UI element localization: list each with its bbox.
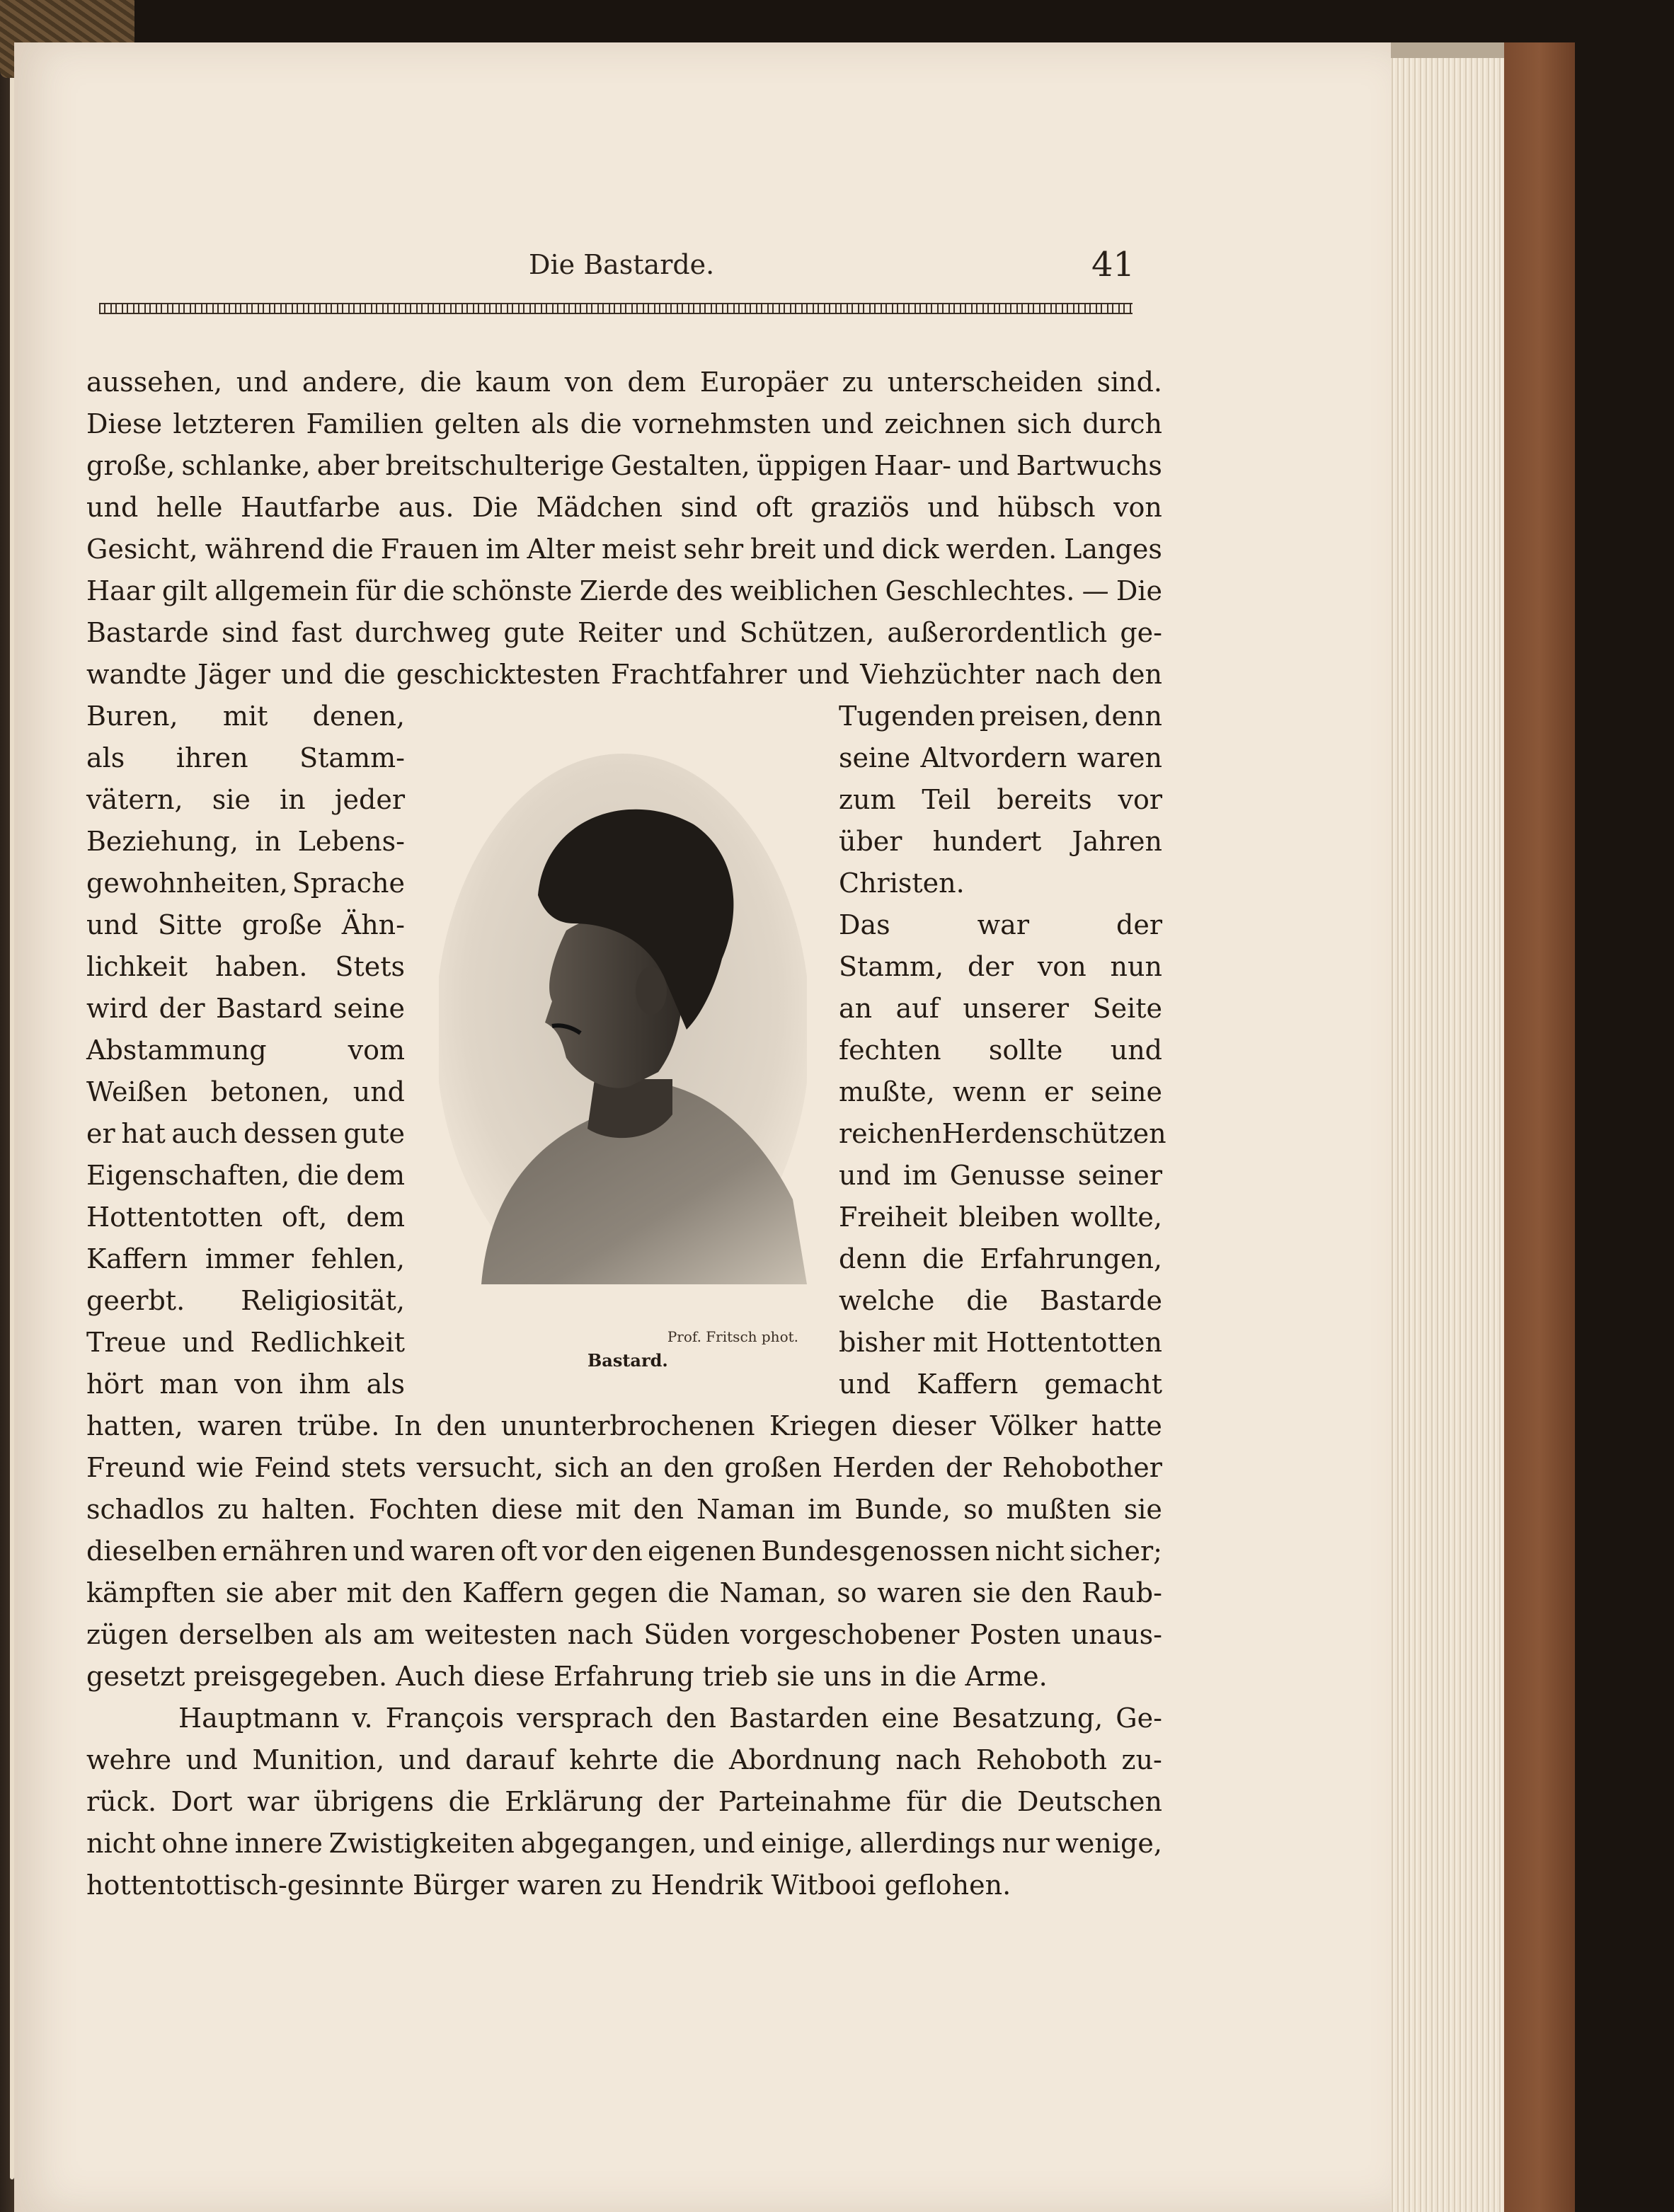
text-line: hatten, waren trübe. In den ununterbrochenen Kriegen dieser Völker hatte <box>86 1410 1162 1441</box>
page-number: 41 <box>1091 245 1135 284</box>
text-line: Gesicht, während die Frauen im Alter meist sehr breit und dick werden. Langes <box>86 534 1162 565</box>
text-line: Freund wie Feind stets versucht, sich an den großen Herden der Rehobother <box>86 1452 1162 1483</box>
text-line: welche die Bastarde <box>839 1285 1162 1316</box>
text-line: dieselben ernähren und waren oft vor den eigenen Bundesgenossen nicht sicher; <box>86 1536 1162 1567</box>
text-line: zügen derselben als am weitesten nach Süden vorgeschobener Posten unaus- <box>86 1619 1162 1650</box>
text-line: Stamm, der von nun <box>839 951 1162 982</box>
text-line: lichkeit haben. Stets <box>86 951 405 982</box>
text-line: rück. Dort war übrigens die Erklärung der Parteinahme für die Deutschen <box>86 1786 1162 1817</box>
text-line: Hauptmann v. François versprach den Bastarden eine Besatzung, Ge- <box>178 1703 1162 1734</box>
text-line: gewohnheiten, Sprache <box>86 868 405 899</box>
ornamental-rule <box>99 303 1133 314</box>
figure-caption: Bastard. <box>587 1350 668 1371</box>
text-line: als ihren Stamm- <box>86 742 405 773</box>
text-line: reichen Herden schützen <box>839 1118 1166 1149</box>
text-line: an auf unserer Seite <box>839 993 1162 1024</box>
text-line: Weißen betonen, und <box>86 1076 405 1107</box>
text-line: Abstammung vom <box>86 1035 405 1066</box>
text-line: kämpften sie aber mit den Kaffern gegen die Naman, so waren sie den Raub- <box>86 1577 1162 1608</box>
text-line: und im Genusse seiner <box>839 1160 1162 1191</box>
text-line: Treue und Redlichkeit <box>86 1327 405 1358</box>
text-line: Beziehung, in Lebens- <box>86 826 405 857</box>
text-line: Tugenden preisen, denn <box>839 701 1162 732</box>
text-line: nicht ohne innere Zwistigkeiten abgegangen, und einige, allerdings nur wenige, <box>86 1828 1162 1859</box>
text-line: mußte, wenn er seine <box>839 1076 1162 1107</box>
text-line: und helle Hautfarbe aus. Die Mädchen sind oft graziös und hübsch von <box>86 492 1162 523</box>
text-line: Christen. <box>839 868 965 899</box>
text-line: geerbt. Religiosität, <box>86 1285 405 1316</box>
running-title: Die Bastarde. <box>529 249 715 280</box>
photo-credit: Prof. Fritsch phot. <box>667 1328 798 1345</box>
text-line: Freiheit bleiben wollte, <box>839 1202 1162 1233</box>
text-line: hottentottisch-gesinnte Bürger waren zu Hendrik Witbooi geflohen. <box>86 1870 1011 1901</box>
text-line: über hundert Jahren <box>839 826 1162 857</box>
text-line: Diese letzteren Familien gelten als die vornehmsten und zeichnen sich durch <box>86 408 1162 439</box>
text-line: wehre und Munition, und darauf kehrte die Abordnung nach Rehoboth zu- <box>86 1744 1162 1775</box>
text-line: Das war der <box>839 909 1162 940</box>
text-line: wandte Jäger und die geschicktesten Frachtfahrer und Viehzüchter nach den <box>86 659 1162 690</box>
figure <box>439 747 807 1371</box>
text-line: Bastarde sind fast durchweg gute Reiter und Schützen, außerordentlich ge- <box>86 617 1162 648</box>
text-line: Buren, mit denen, <box>86 701 405 732</box>
text-line: fechten sollte und <box>839 1035 1162 1066</box>
text-line: wird der Bastard seine <box>86 993 405 1024</box>
text-line: Haar gilt allgemein für die schönste Zierde des weiblichen Geschlechtes. — Die <box>86 575 1162 606</box>
text-line: große, schlanke, aber breitschulterige Gestalten, üppigen Haar- und Bartwuchs <box>86 450 1162 481</box>
text-line: denn die Erfahrungen, <box>839 1243 1162 1274</box>
portrait-photo <box>439 747 807 1284</box>
text-line: Eigenschaften, die dem <box>86 1160 405 1191</box>
text-line: er hat auch dessen gute <box>86 1118 405 1149</box>
text-line: seine Altvordern waren <box>839 742 1162 773</box>
text-line: und Kaffern gemacht <box>839 1369 1162 1400</box>
book-cover-right <box>1504 42 1575 2212</box>
text-line: und Sitte große Ähn- <box>86 909 405 940</box>
text-line: aussehen, und andere, die kaum von dem Europäer zu unterscheiden sind. <box>86 367 1162 398</box>
text-line: schadlos zu halten. Fochten diese mit den Naman im Bunde, so mußten sie <box>86 1494 1162 1525</box>
text-line: hört man von ihm als <box>86 1369 405 1400</box>
text-line: bisher mit Hottentotten <box>839 1327 1162 1358</box>
text-line: vätern, sie in jeder <box>86 784 405 815</box>
book-page <box>14 42 1391 2212</box>
text-line: Hottentotten oft, dem <box>86 1202 405 1233</box>
text-line: Kaffern immer fehlen, <box>86 1243 405 1274</box>
text-line: zum Teil bereits vor <box>839 784 1162 815</box>
page-stack-edge <box>1384 53 1504 2212</box>
text-line: gesetzt preisgegeben. Auch diese Erfahrung trieb sie uns in die Arme. <box>86 1661 1048 1692</box>
